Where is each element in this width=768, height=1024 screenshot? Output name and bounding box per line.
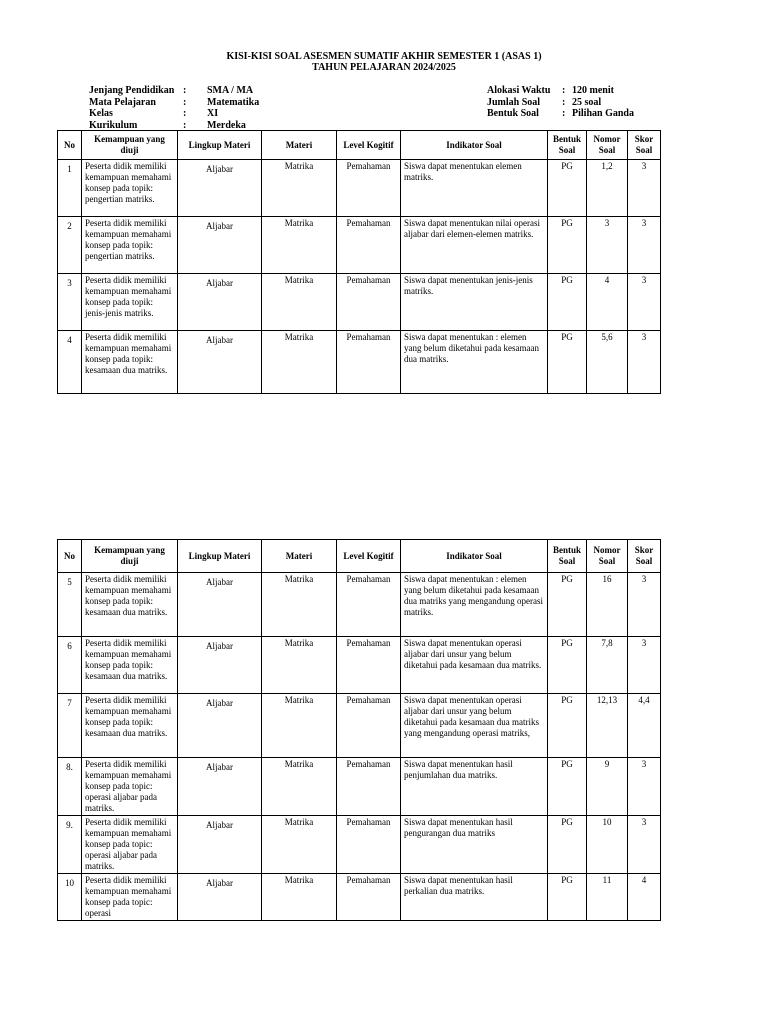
nomor-cell: 16 — [587, 573, 628, 637]
bentuk-cell: PG — [548, 331, 587, 394]
skor-cell: 3 — [628, 160, 661, 217]
nomor-cell: 4 — [587, 274, 628, 331]
kemampuan-cell: Peserta didik memiliki kemampuan memahami konsep pada topik: kesamaan dua matriks. — [82, 694, 178, 758]
bentuk-cell: PG — [548, 217, 587, 274]
col-header-indikator: Indikator Soal — [401, 131, 548, 160]
meta-row-jenjang — [89, 85, 259, 97]
document-subtitle: TAHUN PELAJARAN 2024/2025 — [312, 62, 456, 73]
meta-colon: : — [183, 119, 187, 131]
kemampuan-cell: Peserta didik memiliki kemampuan memahami konsep pada topic: operasi — [82, 874, 178, 921]
row-number: 7 — [58, 694, 82, 758]
col-header-nomor: Nomor Soal — [587, 131, 628, 160]
col-header-kemampuan: Kemampuan yang diuji — [82, 540, 178, 573]
materi-cell: Matrika — [262, 694, 337, 758]
row-number: 5 — [58, 573, 82, 637]
lingkup-cell: Aljabar — [178, 816, 262, 874]
lingkup-cell: Aljabar — [178, 694, 262, 758]
level-cell: Pemahaman — [337, 217, 401, 274]
lingkup-cell: Aljabar — [178, 573, 262, 637]
col-header-nomor: Nomor Soal — [587, 540, 628, 573]
col-header-lingkup: Lingkup Materi — [178, 131, 262, 160]
col-header-skor: Skor Soal — [628, 131, 661, 160]
meta-value: SMA / MA — [207, 85, 254, 96]
skor-cell: 3 — [628, 637, 661, 694]
col-header-skor: Skor Soal — [628, 540, 661, 573]
indikator-cell: Siswa dapat menentukan nilai operasi aljabar dari elemen-elemen matriks. — [401, 217, 548, 274]
indikator-cell: Siswa dapat menentukan hasil pengurangan dua matriks — [401, 816, 548, 874]
indikator-cell: Siswa dapat menentukan elemen matriks. — [401, 160, 548, 217]
nomor-cell: 7,8 — [587, 637, 628, 694]
bentuk-cell: PG — [548, 758, 587, 816]
row-number: 1 — [58, 160, 82, 217]
kisi-kisi-table-2 — [57, 539, 661, 921]
materi-cell: Matrika — [262, 274, 337, 331]
lingkup-cell: Aljabar — [178, 331, 262, 394]
nomor-cell: 5,6 — [587, 331, 628, 394]
materi-cell: Matrika — [262, 816, 337, 874]
meta-colon: : — [183, 96, 187, 108]
table-row — [58, 331, 661, 394]
bentuk-cell: PG — [548, 694, 587, 758]
row-number: 3 — [58, 274, 82, 331]
row-number: 8. — [58, 758, 82, 816]
bentuk-cell: PG — [548, 573, 587, 637]
table-header-row — [58, 131, 661, 160]
meta-left — [89, 85, 259, 131]
table-row — [58, 874, 661, 921]
skor-cell: 3 — [628, 816, 661, 874]
skor-cell: 4,4 — [628, 694, 661, 758]
meta-value: 120 menit — [572, 85, 614, 96]
kemampuan-cell: Peserta didik memiliki kemampuan memahami konsep pada topik: pengertian matriks. — [82, 160, 178, 217]
col-header-no: No — [58, 131, 82, 160]
col-header-bentuk: Bentuk Soal — [548, 131, 587, 160]
meta-row-bentuk — [487, 108, 634, 120]
meta-label: Bentuk Soal — [487, 108, 539, 119]
meta-colon: : — [183, 85, 187, 96]
bentuk-cell: PG — [548, 160, 587, 217]
kisi-kisi-table-1 — [57, 130, 661, 394]
bentuk-cell: PG — [548, 274, 587, 331]
lingkup-cell: Aljabar — [178, 637, 262, 694]
skor-cell: 3 — [628, 217, 661, 274]
meta-label: Mata Pelajaran — [89, 96, 156, 108]
meta-label: Kelas — [89, 108, 113, 119]
col-header-bentuk: Bentuk Soal — [548, 540, 587, 573]
lingkup-cell: Aljabar — [178, 160, 262, 217]
meta-row-alokasi — [487, 85, 634, 97]
col-header-lingkup: Lingkup Materi — [178, 540, 262, 573]
nomor-cell: 12,13 — [587, 694, 628, 758]
kemampuan-cell: Peserta didik memiliki kemampuan memahami konsep pada topic: operasi aljabar pada matriks. — [82, 758, 178, 816]
lingkup-cell: Aljabar — [178, 274, 262, 331]
kemampuan-cell: Peserta didik memiliki kemampuan memahami konsep pada topik: jenis-jenis matriks. — [82, 274, 178, 331]
nomor-cell: 11 — [587, 874, 628, 921]
kemampuan-cell: Peserta didik memiliki kemampuan memahami konsep pada topik: kesamaan dua matriks. — [82, 331, 178, 394]
level-cell: Pemahaman — [337, 637, 401, 694]
lingkup-cell: Aljabar — [178, 874, 262, 921]
skor-cell: 3 — [628, 758, 661, 816]
table-row — [58, 217, 661, 274]
meta-label: Kurikulum — [89, 119, 138, 131]
level-cell: Pemahaman — [337, 694, 401, 758]
meta-row-kelas — [89, 108, 259, 120]
table-row — [58, 274, 661, 331]
meta-right — [487, 85, 634, 120]
meta-colon: : — [183, 108, 187, 119]
meta-row-mapel — [89, 97, 259, 109]
meta-label: Jumlah Soal — [487, 96, 541, 108]
row-number: 9. — [58, 816, 82, 874]
table-header-row — [58, 540, 661, 573]
meta-value: XI — [207, 108, 219, 119]
indikator-cell: Siswa dapat menentukan operasi aljabar dari unsur yang belum diketahui pada kesamaan dua matriks. — [401, 637, 548, 694]
meta-label: Alokasi Waktu — [487, 85, 551, 96]
meta-label: Jenjang Pendidikan — [89, 85, 175, 96]
col-header-indikator: Indikator Soal — [401, 540, 548, 573]
indikator-cell: Siswa dapat menentukan : elemen yang belum diketahui pada kesamaan dua matriks. — [401, 331, 548, 394]
materi-cell: Matrika — [262, 637, 337, 694]
table-row — [58, 816, 661, 874]
col-header-kemampuan: Kemampuan yang diuji — [82, 131, 178, 160]
kemampuan-cell: Peserta didik memiliki kemampuan memahami konsep pada topic: operasi aljabar pada matriks. — [82, 816, 178, 874]
kemampuan-cell: Peserta didik memiliki kemampuan memahami konsep pada topik: kesamaan dua matriks. — [82, 637, 178, 694]
col-header-level: Level Kogitif — [337, 131, 401, 160]
meta-value: Matematika — [207, 96, 260, 108]
skor-cell: 3 — [628, 274, 661, 331]
meta-value: Merdeka — [207, 119, 246, 131]
col-header-materi: Materi — [262, 131, 337, 160]
materi-cell: Matrika — [262, 758, 337, 816]
materi-cell: Matrika — [262, 573, 337, 637]
table-row — [58, 694, 661, 758]
col-header-level: Level Kogitif — [337, 540, 401, 573]
meta-colon: : — [562, 108, 566, 119]
document-title: KISI-KISI SOAL ASESMEN SUMATIF AKHIR SEMESTER 1 (ASAS 1) — [226, 51, 542, 62]
level-cell: Pemahaman — [337, 331, 401, 394]
materi-cell: Matrika — [262, 217, 337, 274]
meta-value: 25 soal — [572, 96, 602, 108]
col-header-materi: Materi — [262, 540, 337, 573]
level-cell: Pemahaman — [337, 758, 401, 816]
indikator-cell: Siswa dapat menentukan : elemen yang belum diketahui pada kesamaan dua matriks yang mengandung operasi matriks. — [401, 573, 548, 637]
skor-cell: 3 — [628, 573, 661, 637]
nomor-cell: 3 — [587, 217, 628, 274]
materi-cell: Matrika — [262, 331, 337, 394]
level-cell: Pemahaman — [337, 573, 401, 637]
nomor-cell: 9 — [587, 758, 628, 816]
skor-cell: 3 — [628, 331, 661, 394]
row-number: 2 — [58, 217, 82, 274]
row-number: 4 — [58, 331, 82, 394]
level-cell: Pemahaman — [337, 274, 401, 331]
row-number: 10 — [58, 874, 82, 921]
skor-cell: 4 — [628, 874, 661, 921]
indikator-cell: Siswa dapat menentukan hasil penjumlahan dua matriks. — [401, 758, 548, 816]
row-number: 6 — [58, 637, 82, 694]
indikator-cell: Siswa dapat menentukan jenis-jenis matriks. — [401, 274, 548, 331]
table-row — [58, 573, 661, 637]
meta-colon: : — [562, 96, 566, 108]
bentuk-cell: PG — [548, 637, 587, 694]
lingkup-cell: Aljabar — [178, 758, 262, 816]
meta-value: Pilihan Ganda — [572, 108, 634, 119]
nomor-cell: 1,2 — [587, 160, 628, 217]
table-row — [58, 160, 661, 217]
lingkup-cell: Aljabar — [178, 217, 262, 274]
table-row — [58, 758, 661, 816]
indikator-cell: Siswa dapat menentukan hasil perkalian dua matriks. — [401, 874, 548, 921]
col-header-no: No — [58, 540, 82, 573]
kemampuan-cell: Peserta didik memiliki kemampuan memahami konsep pada topik: kesamaan dua matriks. — [82, 573, 178, 637]
table-row — [58, 637, 661, 694]
level-cell: Pemahaman — [337, 874, 401, 921]
kemampuan-cell: Peserta didik memiliki kemampuan memahami konsep pada topik: pengertian matriks. — [82, 217, 178, 274]
level-cell: Pemahaman — [337, 816, 401, 874]
bentuk-cell: PG — [548, 816, 587, 874]
bentuk-cell: PG — [548, 874, 587, 921]
materi-cell: Matrika — [262, 874, 337, 921]
meta-colon: : — [562, 85, 566, 96]
meta-row-jumlah — [487, 97, 634, 109]
materi-cell: Matrika — [262, 160, 337, 217]
indikator-cell: Siswa dapat menentukan operasi aljabar dari unsur yang belum diketahui pada kesamaan dua matriks yang mengandung operasi matriks, — [401, 694, 548, 758]
nomor-cell: 10 — [587, 816, 628, 874]
level-cell: Pemahaman — [337, 160, 401, 217]
